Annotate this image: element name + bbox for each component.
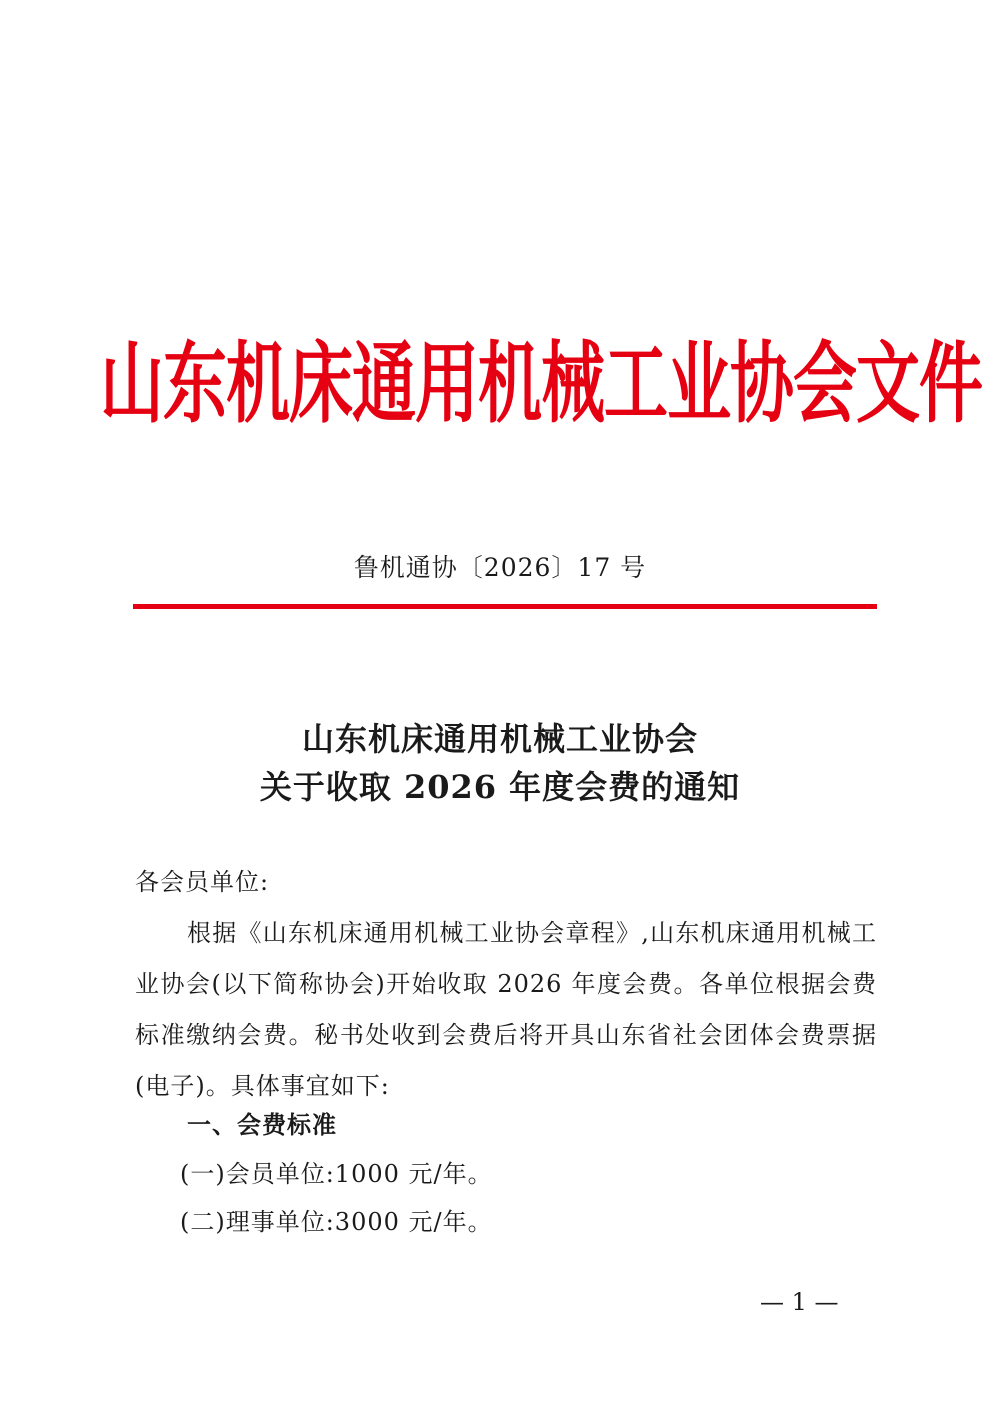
red-divider-line (133, 604, 877, 609)
fee-item-director: (二)理事单位:3000 元/年。 (180, 1208, 493, 1236)
fee-item-member: (一)会员单位:1000 元/年。 (180, 1160, 493, 1188)
salutation: 各会员单位: (135, 868, 270, 896)
page-number: — 1 — (760, 1288, 839, 1316)
body-paragraph: 根据《山东机床通用机械工业协会章程》,山东机床通用机械工业协会(以下简称协会)开始收取 2026 年度会费。各单位根据会费标准缴纳会费。秘书处收到会费后将开具山东省社会团体会费票据(电子)。具体事宜如下: (135, 919, 877, 1100)
notice-title-line1: 山东机床通用机械工业协会 (301, 720, 698, 758)
document-number: 鲁机通协〔2026〕17 号 (353, 553, 647, 582)
org-file-title: 山东机床通用机械工业协会文件 (100, 333, 982, 437)
section-heading-fee-standard: 一、会费标准 (187, 1111, 337, 1139)
notice-title-line2: 关于收取 2026 年度会费的通知 (259, 768, 741, 806)
